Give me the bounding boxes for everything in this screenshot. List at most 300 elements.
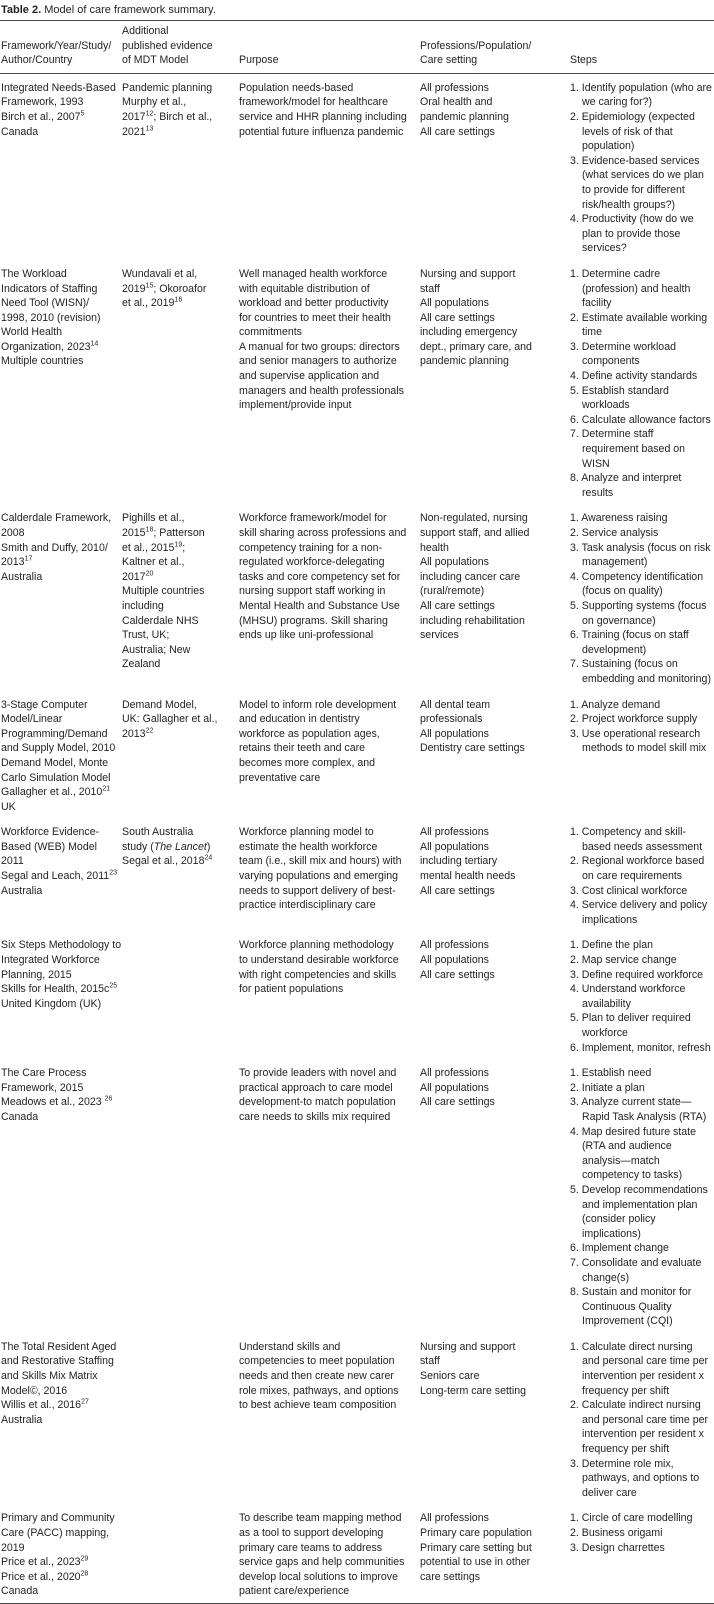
cell-text: Australia xyxy=(1,570,43,583)
cell-line xyxy=(1,1066,119,1081)
cell-line: skill sharing across professions and xyxy=(239,527,407,539)
cell-setting xyxy=(419,504,569,690)
cell-line: (rural/remote) xyxy=(420,585,485,598)
cell-steps xyxy=(569,73,714,260)
cell-line: Dentistry care settings xyxy=(420,742,525,755)
cell-steps xyxy=(569,931,714,1059)
cell-line: and supervise application and xyxy=(239,370,380,383)
cell-text: Segal et al., 2018 xyxy=(122,855,205,868)
step-item: 6. Training (focus on staff development) xyxy=(570,629,689,656)
cell-line xyxy=(1,340,119,355)
cell-line: patient care/experience xyxy=(239,1585,350,1598)
cell-text: Pighills et al., xyxy=(122,512,185,525)
cell-text: Framework, 1993 xyxy=(1,96,84,109)
cell-text: Zealand xyxy=(122,658,161,671)
cell-line xyxy=(122,526,236,541)
cell-text: Need Tool (WISN)/ xyxy=(1,297,90,310)
cell-line: implement/provide input xyxy=(239,399,352,412)
table-row xyxy=(0,818,714,931)
header-framework xyxy=(0,21,121,74)
cell-line xyxy=(1,982,119,997)
cell-line xyxy=(1,1081,119,1096)
step-item: 1. Analyze demand xyxy=(570,698,661,711)
cell-line: (MHSU) programs. Skill sharing xyxy=(239,614,388,627)
model-of-care-table xyxy=(0,20,714,1604)
cell-evidence xyxy=(121,691,238,819)
step-item: 2. Estimate available working time xyxy=(570,311,708,339)
reference-superscript: 29 xyxy=(80,1555,89,1563)
cell-text: 2019 xyxy=(1,1541,25,1554)
cell-text: Smith and Duffy, 2010/ xyxy=(1,541,108,554)
cell-line xyxy=(1,1384,119,1399)
cell-line: All professions xyxy=(420,1067,489,1080)
cell-line: needs to support delivery of best- xyxy=(239,884,396,897)
cell-line: All populations xyxy=(420,727,489,740)
cell-line: All care settings xyxy=(420,1096,495,1109)
step-item: 1. Calculate direct nursing and personal care time per intervention per resident x frequency per shift xyxy=(570,1340,709,1397)
cell-line: ends up like uni-professional xyxy=(239,629,374,642)
cell-line: staff xyxy=(420,282,440,295)
step-item: 7. Sustaining (focus on embedding and monitoring) xyxy=(570,658,711,685)
cell-line: All care settings xyxy=(420,968,495,981)
cell-setting xyxy=(419,73,569,260)
cell-steps xyxy=(569,1504,714,1603)
cell-setting xyxy=(419,1059,569,1333)
cell-purpose xyxy=(238,260,419,505)
step-item: 5. Supporting systems (focus on governance) xyxy=(570,599,707,627)
cell-text: study ( xyxy=(122,840,154,853)
cell-line xyxy=(122,840,236,855)
header-line: Additional xyxy=(122,25,169,37)
cell-line: All care settings xyxy=(420,884,495,897)
cell-text: Model©, 2016 xyxy=(1,1384,68,1397)
cell-line xyxy=(1,712,119,727)
cell-text: 3-Stage Computer xyxy=(1,698,88,711)
steps-list xyxy=(570,81,712,256)
cell-text: Murphy et al., xyxy=(122,96,187,109)
cell-line: professionals xyxy=(420,713,483,726)
cell-text: Price et al., 2020 xyxy=(1,1570,81,1583)
cell-line: All dental team xyxy=(420,698,491,711)
cell-framework xyxy=(0,504,121,690)
steps-list xyxy=(570,1340,712,1501)
cell-text-suffix: ; Patterson xyxy=(153,527,205,539)
cell-purpose xyxy=(238,818,419,931)
cell-line: estimate the health workforce xyxy=(239,840,378,853)
cell-line: as a tool to support developing xyxy=(239,1527,384,1539)
cell-text: Australia; New xyxy=(122,643,191,656)
table-label: Table 2. xyxy=(1,4,42,16)
cell-steps xyxy=(569,504,714,690)
cell-purpose xyxy=(238,1504,419,1603)
cell-text: The Workload xyxy=(1,267,67,280)
cell-framework xyxy=(0,1059,121,1333)
header-line: Framework/Year/Study/ xyxy=(1,39,112,52)
cell-line xyxy=(1,81,119,96)
reference-superscript: 26 xyxy=(104,1095,113,1103)
reference-superscript: 17 xyxy=(24,555,33,563)
step-item: 2. Initiate a plan xyxy=(570,1081,645,1094)
cell-line: All populations xyxy=(420,297,489,310)
reference-superscript: 5 xyxy=(80,110,85,118)
cell-text: Meadows et al., 2023 xyxy=(1,1096,105,1109)
cell-text: and Skills Mix Matrix xyxy=(1,1370,98,1383)
cell-text: Birch et al., 2007 xyxy=(1,110,81,123)
cell-line: All populations xyxy=(420,840,489,853)
cell-line: and education in dentistry xyxy=(239,713,360,726)
cell-line xyxy=(1,1570,119,1585)
cell-line: Well managed health workforce xyxy=(239,267,388,280)
step-item: 2. Project workforce supply xyxy=(570,713,698,726)
cell-line: to best achieve team composition xyxy=(239,1399,397,1412)
cell-line: workload and better productivity xyxy=(239,297,389,310)
cell-line: Seniors care xyxy=(420,1370,480,1383)
cell-line xyxy=(122,599,236,614)
cell-line xyxy=(1,354,119,369)
reference-superscript: 19 xyxy=(174,541,183,549)
cell-line: All professions xyxy=(420,81,489,94)
cell-line xyxy=(1,296,119,311)
cell-framework xyxy=(0,691,121,819)
cell-line: staff xyxy=(420,1355,440,1368)
cell-line xyxy=(1,854,119,869)
cell-evidence xyxy=(121,73,238,260)
cell-line: Nursing and support xyxy=(420,1340,516,1353)
header-steps xyxy=(569,21,714,74)
step-item: 5. Plan to deliver required workforce xyxy=(570,1012,691,1039)
cell-line xyxy=(1,95,119,110)
cell-text-suffix: ; Okoroafor xyxy=(153,282,207,295)
cell-line xyxy=(1,884,119,899)
reference-superscript: 28 xyxy=(80,1570,89,1578)
cell-line: Long-term care setting xyxy=(420,1384,526,1397)
cell-line xyxy=(122,628,236,643)
step-item: 5. Develop recommendations and implementation plan (consider policy implications) xyxy=(570,1183,708,1240)
cell-line: practical approach to care model xyxy=(239,1081,393,1094)
cell-line: primary care teams to address xyxy=(239,1541,383,1554)
step-item: 3. Analyze current state—Rapid Task Analysis (RTA) xyxy=(570,1096,707,1123)
cell-text: and Restorative Staffing xyxy=(1,1355,114,1368)
cell-line xyxy=(1,785,119,800)
cell-purpose xyxy=(238,691,419,819)
cell-line xyxy=(122,614,236,629)
step-item: 2. Regional workforce based on care requirements xyxy=(570,855,705,883)
cell-line: All care settings xyxy=(420,599,495,612)
cell-line xyxy=(122,95,236,110)
cell-line xyxy=(1,325,119,340)
step-item: 4. Map desired future state (RTA and audience analysis—match competency to tasks) xyxy=(570,1125,697,1182)
table-row xyxy=(0,691,714,819)
cell-line xyxy=(1,511,119,526)
steps-list xyxy=(570,938,712,1055)
italic-title: The Lancet xyxy=(153,840,207,853)
cell-setting xyxy=(419,691,569,819)
cell-text: Care (PACC) mapping, xyxy=(1,1527,110,1539)
cell-line: potential future influenza pandemic xyxy=(239,125,404,138)
cell-text: et al., 2019 xyxy=(122,297,175,310)
cell-line xyxy=(122,541,236,556)
cell-line: All professions xyxy=(420,939,489,952)
cell-evidence xyxy=(121,818,238,931)
cell-line: practice interdisciplinary care xyxy=(239,899,376,912)
cell-line: retains their teeth and care xyxy=(239,742,366,755)
cell-text: 1998, 2010 (revision) xyxy=(1,311,101,324)
cell-line: Understand skills and xyxy=(239,1340,341,1353)
cell-setting xyxy=(419,1333,569,1505)
cell-line: Workforce framework/model for xyxy=(239,512,387,525)
cell-line: managers and health professionals xyxy=(239,384,404,397)
cell-line: competencies to meet population xyxy=(239,1355,395,1368)
cell-steps xyxy=(569,1059,714,1333)
cell-line xyxy=(122,727,236,742)
header-setting xyxy=(419,21,569,74)
step-item: 3. Determine workload components xyxy=(570,340,676,368)
reference-superscript: 24 xyxy=(204,854,213,862)
cell-text: and Supply Model, 2010 xyxy=(1,742,116,755)
cell-text: Model/Linear xyxy=(1,713,63,726)
cell-text: Workforce Evidence- xyxy=(1,826,100,839)
cell-text: Programming/Demand xyxy=(1,727,108,740)
cell-text: 2008 xyxy=(1,527,25,539)
cell-line: with right competencies and skills xyxy=(239,968,397,981)
cell-line: All professions xyxy=(420,1512,489,1525)
cell-line xyxy=(1,997,119,1012)
step-item: 2. Map service change xyxy=(570,954,677,967)
cell-evidence xyxy=(121,260,238,505)
step-item: 4. Productivity (how do we plan to provide those services? xyxy=(570,213,694,255)
cell-line xyxy=(122,825,236,840)
cell-line xyxy=(122,657,236,672)
cell-steps xyxy=(569,1333,714,1505)
cell-line: dept., primary care, and xyxy=(420,340,532,353)
cell-line xyxy=(122,854,236,869)
reference-superscript: 14 xyxy=(90,340,99,348)
step-item: 1. Identify population (who are we caring for?) xyxy=(570,81,712,109)
cell-line: All populations xyxy=(420,556,489,569)
cell-text: 2019 xyxy=(122,282,146,295)
step-item: 3. Define required workforce xyxy=(570,968,704,981)
cell-evidence xyxy=(121,504,238,690)
cell-line xyxy=(122,570,236,585)
cell-line: for countries to meet their health xyxy=(239,311,391,324)
cell-line xyxy=(1,741,119,756)
table-body xyxy=(0,73,714,1603)
step-item: 1. Establish need xyxy=(570,1067,652,1080)
cell-line xyxy=(122,296,236,311)
cell-line: needs and then create new carer xyxy=(239,1370,394,1383)
step-item: 4. Competency identification (focus on quality) xyxy=(570,570,704,598)
cell-text: United Kingdom (UK) xyxy=(1,997,102,1010)
cell-text: Carlo Simulation Model xyxy=(1,771,111,784)
cell-line: A manual for two groups: directors xyxy=(239,340,400,353)
cell-line: development-to match population xyxy=(239,1096,396,1109)
step-item: 3. Determine role mix, pathways, and options to deliver care xyxy=(570,1457,700,1499)
reference-superscript: 25 xyxy=(109,982,118,990)
cell-line: Model to inform role development xyxy=(239,698,397,711)
cell-line: care needs to skills mix required xyxy=(239,1110,391,1123)
table-title: Model of care framework summary. xyxy=(44,4,216,16)
steps-list xyxy=(570,825,712,927)
step-item: 8. Sustain and monitor for Continuous Quality Improvement (CQI) xyxy=(570,1286,692,1328)
cell-line xyxy=(1,555,119,570)
step-item: 4. Service delivery and policy implications xyxy=(570,899,708,926)
cell-line: health xyxy=(420,541,449,554)
cell-line: To describe team mapping method xyxy=(239,1512,402,1525)
steps-list xyxy=(570,698,712,756)
reference-superscript: 23 xyxy=(109,869,117,877)
step-item: 2. Epidemiology (expected levels of risk of that population) xyxy=(570,110,695,153)
cell-line: potential to use in other xyxy=(420,1556,531,1569)
cell-text: Price et al., 2023 xyxy=(1,1556,81,1569)
cell-line xyxy=(1,570,119,585)
cell-line: Mental Health and Substance Use xyxy=(239,599,400,612)
reference-superscript: 22 xyxy=(145,727,154,735)
cell-line: and senior managers to authorize xyxy=(239,355,397,368)
table-row xyxy=(0,1059,714,1333)
cell-line xyxy=(1,1095,119,1110)
step-item: 4. Understand workforce availability xyxy=(570,983,686,1010)
cell-text: The Total Resident Aged xyxy=(1,1340,117,1353)
cell-text: Willis et al., 2016 xyxy=(1,1399,82,1412)
cell-text: including xyxy=(122,599,164,612)
cell-line: All care settings xyxy=(420,125,495,138)
cell-text: South Australia xyxy=(122,826,194,839)
cell-line: workforce as population ages, xyxy=(239,727,380,740)
steps-list xyxy=(570,1511,712,1555)
cell-text: World Health xyxy=(1,326,63,339)
cell-line xyxy=(1,1340,119,1355)
cell-text: Canada xyxy=(1,125,39,138)
reference-superscript: 21 xyxy=(102,785,111,793)
step-item: 2. Service analysis xyxy=(570,527,659,539)
cell-line: Nursing and support xyxy=(420,267,516,280)
step-item: 5. Establish standard workloads xyxy=(570,384,669,412)
cell-line xyxy=(1,869,119,884)
header-evidence xyxy=(121,21,238,74)
cell-line xyxy=(122,584,236,599)
step-item: 7. Determine staff requirement based on WISN xyxy=(570,428,686,470)
cell-line xyxy=(1,698,119,713)
cell-line: to understand desirable workforce xyxy=(239,954,399,967)
cell-line: varying populations and emerging xyxy=(239,870,399,883)
cell-line: care settings xyxy=(420,1570,481,1583)
cell-line: Non-regulated, nursing xyxy=(420,512,528,525)
cell-text: Based (WEB) Model xyxy=(1,840,97,853)
step-item: 2. Business origami xyxy=(570,1527,663,1539)
table-row xyxy=(0,260,714,505)
cell-line xyxy=(1,771,119,786)
cell-framework xyxy=(0,931,121,1059)
cell-line: Workforce planning methodology xyxy=(239,939,394,952)
cell-line xyxy=(122,267,236,282)
step-item: 3. Cost clinical workforce xyxy=(570,884,688,897)
cell-line: All care settings xyxy=(420,311,495,324)
cell-line xyxy=(1,110,119,125)
step-item: 3. Task analysis (focus on risk management) xyxy=(570,541,711,569)
cell-line xyxy=(122,125,236,140)
cell-text: 2021 xyxy=(122,125,146,138)
cell-line: including rehabilitation xyxy=(420,614,525,627)
cell-text-suffix: ) xyxy=(206,840,211,853)
cell-framework xyxy=(0,818,121,931)
step-item: 6. Implement, monitor, refresh xyxy=(570,1041,711,1054)
cell-line: develop local solutions to improve xyxy=(239,1570,398,1583)
cell-purpose xyxy=(238,1059,419,1333)
cell-line: commitments xyxy=(239,326,302,339)
cell-evidence xyxy=(121,1504,238,1603)
cell-text: 2015 xyxy=(122,527,146,539)
cell-line: nursing support staff working in xyxy=(239,585,386,598)
cell-line: team (i.e., skill mix and hours) with xyxy=(239,855,402,868)
reference-superscript: 13 xyxy=(145,125,154,133)
cell-line xyxy=(1,125,119,140)
cell-line xyxy=(1,968,119,983)
step-item: 1. Awareness raising xyxy=(570,512,668,525)
cell-text: et al., 2015 xyxy=(122,541,175,554)
cell-line xyxy=(1,1526,119,1541)
cell-line xyxy=(1,825,119,840)
cell-line xyxy=(122,511,236,526)
cell-line: including emergency xyxy=(420,326,518,339)
cell-text: Primary and Community xyxy=(1,1512,115,1525)
cell-text: Gallagher et al., 2010 xyxy=(1,786,103,799)
cell-text: Integrated Workforce xyxy=(1,954,100,967)
cell-line xyxy=(122,643,236,658)
cell-text: Indicators of Staffing xyxy=(1,282,98,295)
step-item: 3. Design charrettes xyxy=(570,1541,665,1554)
cell-text: Six Steps Methodology to xyxy=(1,939,122,952)
cell-line xyxy=(1,311,119,326)
cell-line: preventative care xyxy=(239,771,321,784)
cell-line: for patient populations xyxy=(239,983,344,996)
cell-text: Wundavali et al, xyxy=(122,267,198,280)
cell-text: Calderdale Framework, xyxy=(1,512,112,525)
cell-line: support staff, and allied xyxy=(420,527,530,539)
cell-steps xyxy=(569,260,714,505)
cell-text-suffix: ; Birch et al., xyxy=(153,110,213,123)
header-line: of MDT Model xyxy=(122,54,189,67)
cell-line: All populations xyxy=(420,954,489,967)
step-item: 1. Define the plan xyxy=(570,939,654,952)
cell-text: Multiple countries xyxy=(122,585,205,598)
cell-line xyxy=(122,110,236,125)
cell-line xyxy=(122,555,236,570)
table-caption xyxy=(0,0,714,20)
cell-setting xyxy=(419,1504,569,1603)
cell-text: 2017 xyxy=(122,570,146,583)
steps-list xyxy=(570,1066,712,1329)
cell-line xyxy=(1,756,119,771)
cell-evidence xyxy=(121,1059,238,1333)
cell-setting xyxy=(419,931,569,1059)
cell-line xyxy=(1,1555,119,1570)
cell-line xyxy=(1,1398,119,1413)
cell-line: Population needs-based xyxy=(239,81,354,94)
step-item: 1. Competency and skill-based needs assessment xyxy=(570,826,703,853)
cell-text: 2013 xyxy=(1,556,25,569)
cell-steps xyxy=(569,691,714,819)
step-item: 2. Calculate indirect nursing and personal care time per intervention per resident x frequency per shift xyxy=(570,1399,709,1456)
cell-evidence xyxy=(121,931,238,1059)
cell-line xyxy=(1,1369,119,1384)
cell-line: with equitable distribution of xyxy=(239,282,370,295)
step-item: 1. Determine cadre (profession) and health facility xyxy=(570,267,691,310)
cell-text: Demand Model, Monte xyxy=(1,756,109,769)
cell-purpose xyxy=(238,931,419,1059)
cell-text: Framework, 2015 xyxy=(1,1081,84,1094)
cell-line xyxy=(1,1354,119,1369)
cell-line xyxy=(1,541,119,556)
